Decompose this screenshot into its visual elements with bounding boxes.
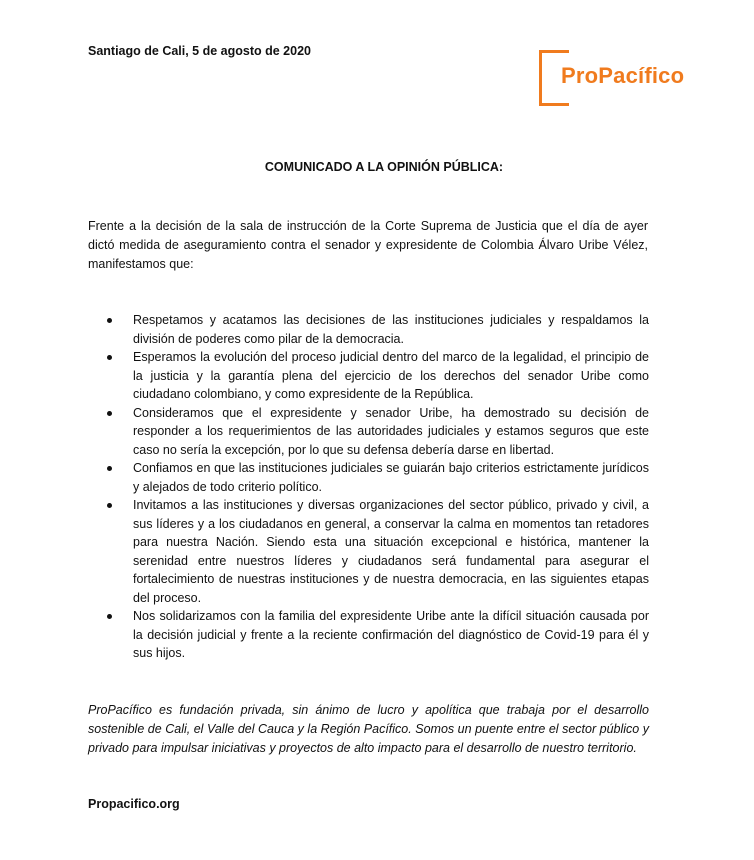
logo-text: ProPacífico — [561, 63, 685, 88]
list-item — [106, 607, 649, 663]
statement-points — [106, 311, 649, 663]
bullet-icon — [107, 355, 112, 360]
list-item — [106, 348, 649, 404]
website-link[interactable]: Propacifico.org — [88, 797, 180, 811]
list-item — [106, 404, 649, 460]
about-paragraph: ProPacífico es fundación privada, sin ánimo de lucro y apolítica que trabaja por el desarrollo sostenible de Cali, el Valle del Cauca y la Región Pacífico. Somos un puente entre el sector público y privado para impulsar iniciativas y proyectos de alto impacto para el desarrollo de nuestro territorio. — [88, 703, 649, 755]
bullet-icon — [107, 614, 112, 619]
bullet-icon — [107, 503, 112, 508]
bullet-icon — [107, 318, 112, 323]
list-item-text: Consideramos que el expresidente y senador Uribe, ha demostrado su decisión de responder a los requerimientos de las autoridades judiciales y estamos seguros que este caso no sería la excepción, por lo que su defensa debería darse en libertad. — [133, 405, 649, 457]
list-item-text: Confiamos en que las instituciones judiciales se guiarán bajo criterios estrictamente jurídicos y alejados de todo criterio político. — [133, 461, 649, 494]
list-item-text: Respetamos y acatamos las decisiones de las instituciones judiciales y respaldamos la división de poderes como pilar de la democracia. — [133, 313, 649, 346]
bullet-icon — [107, 411, 112, 416]
statement-title: COMUNICADO A LA OPINIÓN PÚBLICA: — [264, 160, 504, 174]
list-item — [106, 496, 649, 607]
letter-date: Santiago de Cali, 5 de agosto de 2020 — [88, 44, 311, 58]
list-item — [106, 459, 649, 496]
propacifico-logo — [539, 50, 697, 106]
intro-paragraph: Frente a la decisión de la sala de instrucción de la Corte Suprema de Justicia que el día de ayer dictó medida de aseguramiento contra el senador y expresidente de Colombia Álvaro Uribe Vélez, manifestamos que: — [88, 219, 648, 271]
list-item-text: Nos solidarizamos con la familia del expresidente Uribe ante la difícil situación causada por la decisión judicial y frente a la reciente confirmación del diagnóstico de Covid-19 para él y sus hijos. — [133, 609, 649, 660]
bullet-icon — [107, 466, 112, 471]
list-item-text: Invitamos a las instituciones y diversas organizaciones del sector público, privado y civil, a sus líderes y a los ciudadanos en general, a conservar la calma en momentos tan retadores para nuestra Nación. Siendo esta una situación excepcional e histórica, mantener la serenidad entre nuestros líderes y ciudadanos será fundamental para asegurar el fortalecimiento de nuestras instituciones y de nuestra democracia, en las siguientes etapas del proceso. — [133, 498, 649, 605]
list-item — [106, 311, 649, 348]
list-item-text: Esperamos la evolución del proceso judicial dentro del marco de la legalidad, el principio de la justicia y la garantía plena del ejercicio de los derechos del senador Uribe como ciudadano colombiano, y como expresidente de la República. — [133, 350, 649, 401]
